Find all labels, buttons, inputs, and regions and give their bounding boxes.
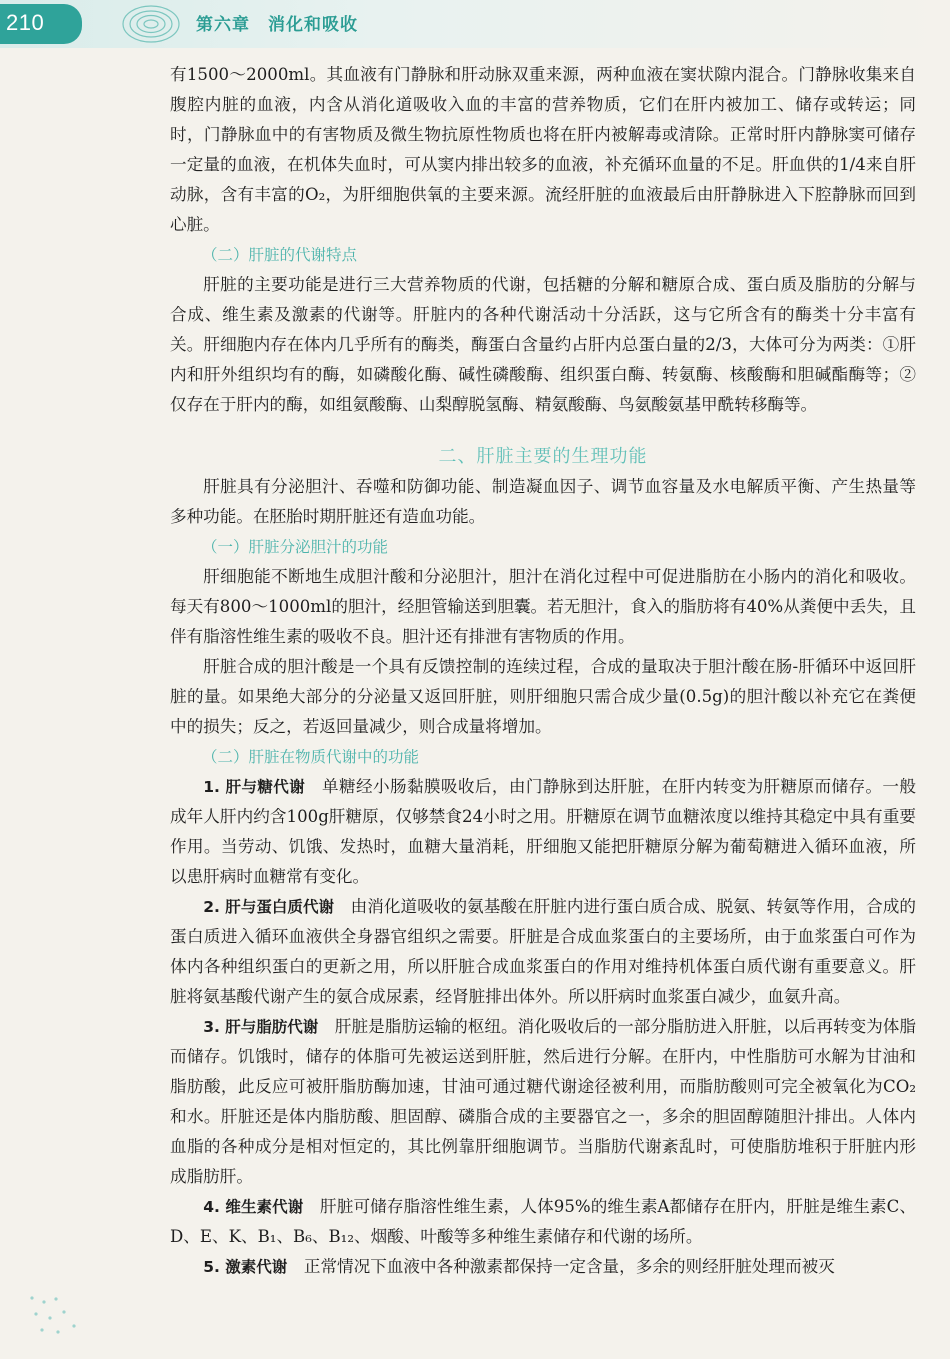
paragraph-blood-supply: 有1500～2000ml。其血液有门静脉和肝动脉双重来源，两种血液在窦状隙内混合。门静脉收集来自腹腔内脏的血液，内含从消化道吸收入血的丰富的营养物质，它们在肝内被加工、储存或转运；同时，门静脉血中的有害物质及微生物抗原性物质也将在肝内被解毒或清除。正常时肝内静脉窦可储存一定量的血液，在机体失血时，可从窦内排出较多的血液，补充循环血量的不足。肝血供的1/4来自肝动脉，含有丰富的O₂，为肝细胞供氧的主要来源。流经肝脏的血液最后由肝静脉进入下腔静脉而回到心脏。: [170, 65, 916, 234]
item-text: 单糖经小肠黏膜吸收后，由门静脉到达肝脏，在肝内转变为肝糖原而储存。一般成年人肝内约含100g肝糖原，仅够禁食24小时之用。肝糖原在调节血糖浓度以维持其稳定中具有重要作用。当劳动、饥饿、发热时，血糖大量消耗，肝细胞又能把肝糖原分解为葡萄糖进入循环血液，所以患肝病时血糖常有变化。: [170, 777, 916, 886]
paragraph-functions: 肝脏具有分泌胆汁、吞噬和防御功能、制造凝血因子、调节血容量及水电解质平衡、产生热量等多种功能。在胚胎时期肝脏还有造血功能。: [170, 477, 916, 526]
item-text: 肝脏可储存脂溶性维生素，人体95%的维生素A都储存在肝内，肝脏是维生素C、D、E、K、B₁、B₆、B₁₂、烟酸、叶酸等多种维生素储存和代谢的场所。: [170, 1197, 916, 1246]
subheading-metabolic-role: （二）肝脏在物质代谢中的功能: [202, 748, 420, 766]
section-title: 二、肝脏主要的生理功能: [438, 446, 648, 467]
dotted-corner-ornament-icon: [22, 1290, 102, 1340]
item-term: 5. 激素代谢: [203, 1258, 288, 1276]
paragraph-metabolism: 肝脏的主要功能是进行三大营养物质的代谢，包括糖的分解和糖原合成、蛋白质及脂肪的分解与合成、维生素及激素的代谢等。肝脏内的各种代谢活动十分活跃，这与它所含有的酶类十分丰富有关。肝细胞内存在体内几乎所有的酶类，酶蛋白含量约占肝内总蛋白量的2/3，大体可分为两类：①肝内和肝外组织均有的酶，如磷酸化酶、碱性磷酸酶、组织蛋白酶、转氨酶、核酸酶和胆碱酯酶等；②仅存在于肝内的酶，如组氨酸酶、山梨醇脱氢酶、精氨酸酶、鸟氨酸氨基甲酰转移酶等。: [170, 275, 916, 414]
subheading-bile-secretion: （一）肝脏分泌胆汁的功能: [202, 538, 389, 556]
paragraph-bile-1: 肝细胞能不断地生成胆汁酸和分泌胆汁，胆汁在消化过程中可促进脂肪在小肠内的消化和吸收。每天有800～1000ml的胆汁，经胆管输送到胆囊。若无胆汁，食入的脂肪将有40%从粪便中丢失，且伴有脂溶性维生素的吸收不良。胆汁还有排泄有害物质的作用。: [170, 567, 916, 646]
item-text: 由消化道吸收的氨基酸在肝脏内进行蛋白质合成、脱氨、转氨等作用，合成的蛋白质进入循环血液供全身器官组织之需要。肝脏是合成血浆蛋白的主要场所，由于血浆蛋白可作为体内各种组织蛋白的更新之用，所以肝脏合成血浆蛋白的作用对维持机体蛋白质代谢有重要意义。肝脏将氨基酸代谢产生的氨合成尿素，经肾脏排出体外。所以肝病时血浆蛋白减少，血氨升高。: [170, 897, 917, 1006]
item-fat-metabolism: [170, 1012, 916, 1192]
item-term: 3. 肝与脂肪代谢: [203, 1018, 319, 1036]
swirl-ornament-icon: [120, 2, 182, 46]
item-term: 1. 肝与糖代谢: [203, 778, 306, 796]
page-body: [170, 60, 916, 1282]
page-number: 210: [6, 10, 45, 35]
item-term: 2. 肝与蛋白质代谢: [203, 898, 335, 916]
item-glucose-metabolism: [170, 772, 916, 892]
item-text: 正常情况下血液中各种激素都保持一定含量，多余的则经肝脏处理而被灭: [287, 1257, 835, 1276]
chapter-title: 第六章 消化和吸收: [196, 15, 358, 35]
paragraph-bile-2: 肝脏合成的胆汁酸是一个具有反馈控制的连续过程，合成的量取决于胆汁酸在肠-肝循环中返回肝脏的量。如果绝大部分的分泌量又返回肝脏，则肝细胞只需合成少量(0.5g)的胆汁酸以补充它在粪便中的损失；反之，若返回量减少，则合成量将增加。: [170, 657, 916, 736]
page-number-tab: [0, 4, 82, 44]
item-hormone-metabolism: [170, 1252, 916, 1282]
item-text: 肝脏是脂肪运输的枢纽。消化吸收后的一部分脂肪进入肝脏，以后再转变为体脂而储存。饥饿时，储存的体脂可先被运送到肝脏，然后进行分解。在肝内，中性脂肪可水解为甘油和脂肪酸，此反应可被肝脂肪酶加速，甘油可通过糖代谢途径被利用，而脂肪酸则可完全被氧化为CO₂和水。肝脏还是体内脂肪酸、胆固醇、磷脂合成的主要器官之一，多余的胆固醇随胆汁排出。人体内血脂的各种成分是相对恒定的，其比例靠肝细胞调节。当脂肪代谢紊乱时，可使脂肪堆积于肝脏内形成脂肪肝。: [170, 1017, 917, 1186]
subheading-metabolism-features: （二）肝脏的代谢特点: [202, 246, 358, 264]
item-term: 4. 维生素代谢: [203, 1198, 304, 1216]
item-protein-metabolism: [170, 892, 916, 1012]
item-vitamin-metabolism: [170, 1192, 916, 1252]
